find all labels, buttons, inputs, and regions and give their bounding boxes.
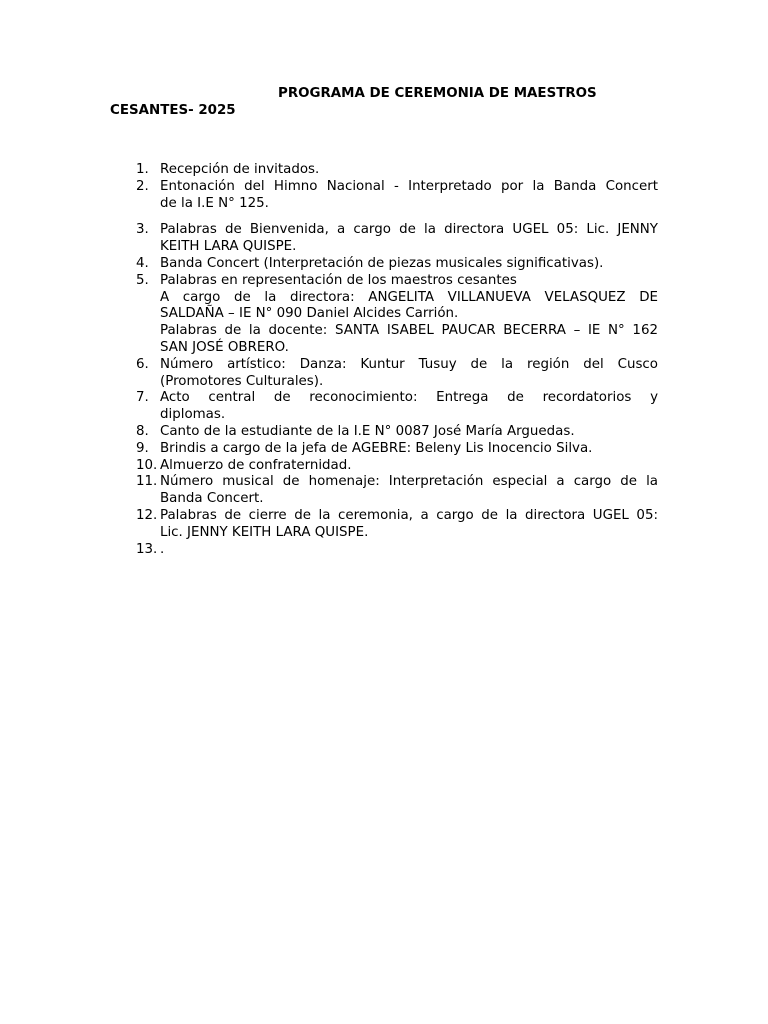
item-number: 5. xyxy=(136,272,149,288)
item-text: Almuerzo de confraternidad. xyxy=(160,457,352,473)
program-item-9 xyxy=(110,441,658,458)
program-item-2 xyxy=(110,179,658,213)
program-list xyxy=(110,162,658,558)
item-number: 1. xyxy=(136,162,149,177)
item-number: 2. xyxy=(136,178,149,194)
item-number: 12. xyxy=(136,507,158,523)
item-text: Brindis a cargo de la jefa de AGEBRE: Beleny Lis Inocencio Silva. xyxy=(160,440,593,456)
program-item-8 xyxy=(110,424,658,441)
item-number: 11. xyxy=(136,474,158,490)
item-number: 6. xyxy=(136,356,149,372)
item-number: 8. xyxy=(136,423,149,439)
program-item-4 xyxy=(110,256,658,273)
program-item-7 xyxy=(110,390,658,424)
document-title-line-1: PROGRAMA DE CEREMONIA DE MAESTROS xyxy=(278,86,597,101)
item-number: 7. xyxy=(136,390,149,406)
item-text: Palabras en representación de los maestros cesantes A cargo de la directora: ANGELITA VILLANUEVA VELASQUEZ DE SALDAÑA – IE N° 090 Daniel Alcides Carrión. Palabras de la docente: SANTA ISABEL PAUCAR BECERRA – IE N° 162 SAN JOSÉ OBRERO. xyxy=(160,272,658,355)
item-text: Recepción de invitados. xyxy=(160,162,320,177)
program-item-12 xyxy=(110,508,658,542)
program-item-5 xyxy=(110,273,658,357)
item-number: 13. xyxy=(136,541,158,557)
document-title-line-2: CESANTES- 2025 xyxy=(110,103,236,118)
program-item-11 xyxy=(110,474,658,508)
program-item-10 xyxy=(110,458,658,475)
item-text: Número musical de homenaje: Interpretación especial a cargo de la Banda Concert. xyxy=(160,474,658,507)
item-text: Palabras de Bienvenida, a cargo de la directora UGEL 05: Lic. JENNY KEITH LARA QUISPE. xyxy=(160,222,658,255)
program-item-3 xyxy=(110,222,658,256)
item-text: Banda Concert (Interpretación de piezas musicales significativas). xyxy=(160,255,604,271)
program-item-6 xyxy=(110,357,658,391)
program-item-13 xyxy=(110,542,658,559)
item-text: . xyxy=(160,541,165,557)
item-text: Acto central de reconocimiento: Entrega de recordatorios y diplomas. xyxy=(160,390,658,423)
item-text: Número artístico: Danza: Kuntur Tusuy de la región del Cusco (Promotores Culturales). xyxy=(160,356,658,389)
item-text: Canto de la estudiante de la I.E N° 0087 José María Arguedas. xyxy=(160,423,575,439)
item-text: Entonación del Himno Nacional - Interpretado por la Banda Concert de la I.E N° 125. xyxy=(160,178,658,211)
program-item-1 xyxy=(110,162,658,179)
item-number: 10. xyxy=(136,457,158,473)
item-text: Palabras de cierre de la ceremonia, a cargo de la directora UGEL 05: Lic. JENNY KEITH LARA QUISPE. xyxy=(160,507,658,540)
item-number: 9. xyxy=(136,440,149,456)
item-number: 4. xyxy=(136,255,149,271)
item-number: 3. xyxy=(136,222,149,238)
